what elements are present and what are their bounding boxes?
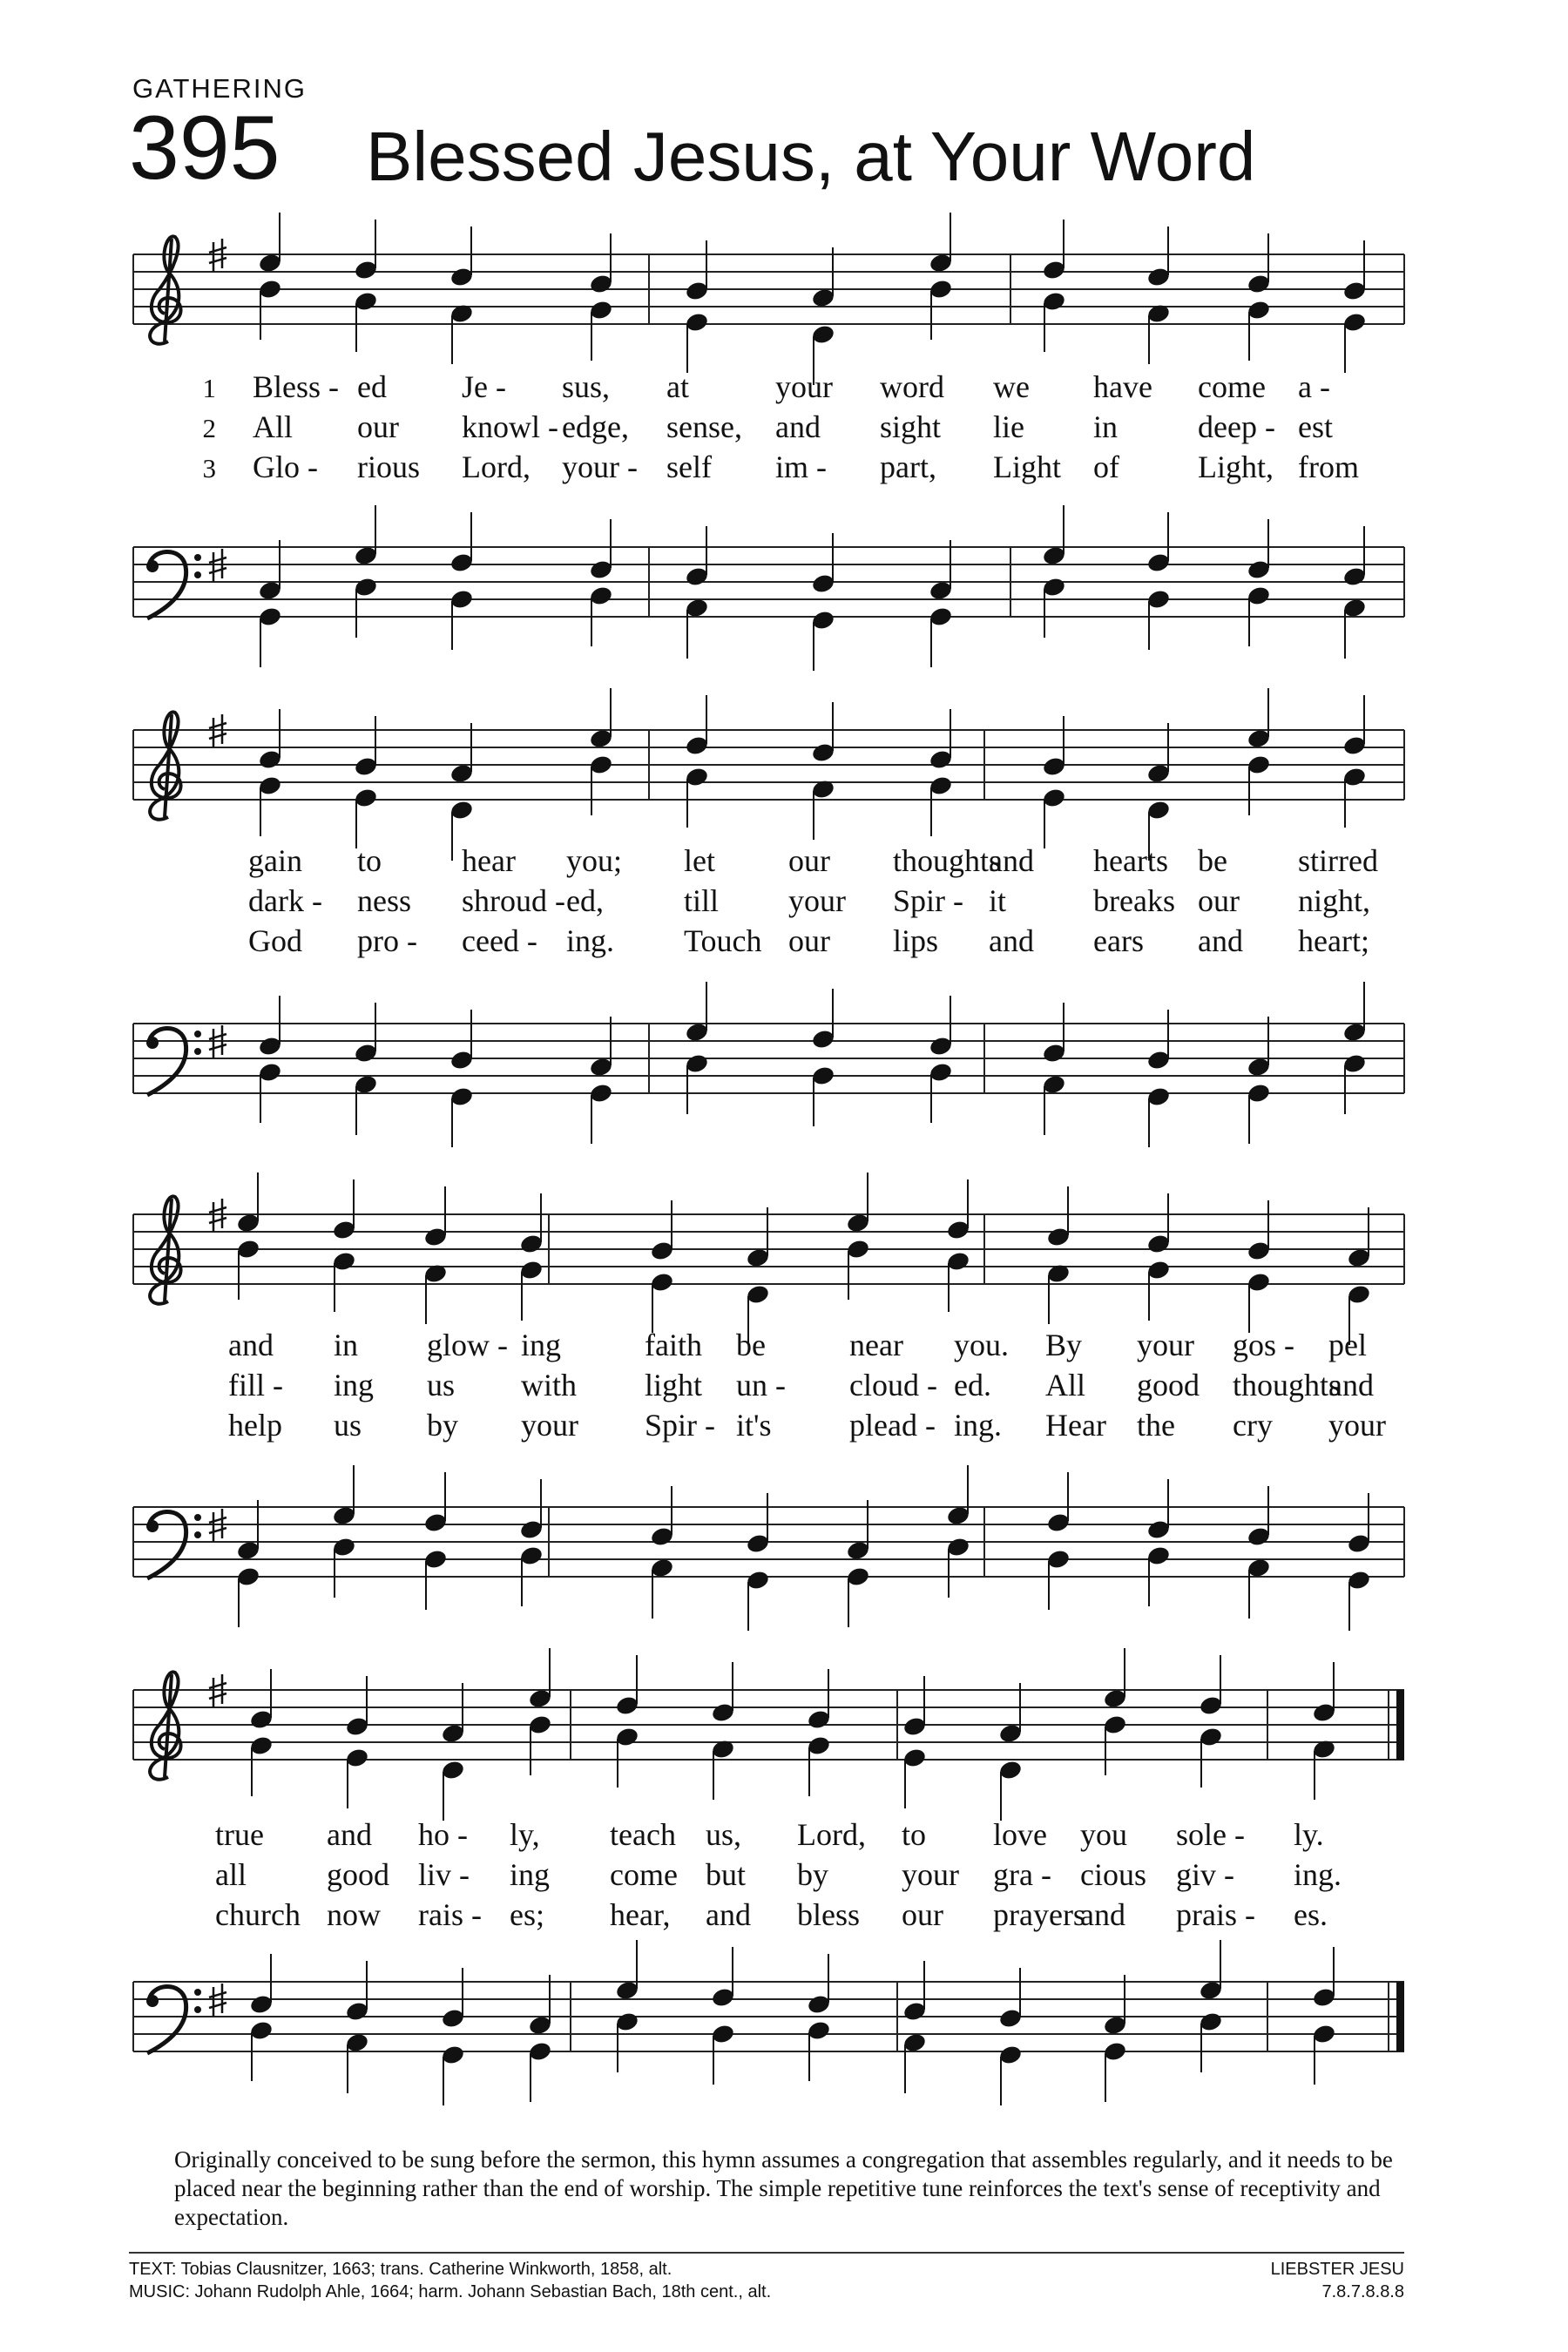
lyric-syllable: self xyxy=(666,449,712,484)
lyric-syllable: es; xyxy=(510,1897,544,1932)
lyric-syllable: till xyxy=(684,883,720,918)
bass-clef-dot xyxy=(194,1989,201,1996)
lyric-syllable: you. xyxy=(954,1328,1009,1362)
lyric-syllable: hear, xyxy=(610,1897,671,1932)
lyric-syllable: un - xyxy=(736,1368,786,1402)
lyric-syllable: teach xyxy=(610,1817,676,1852)
lyric-syllable: liv - xyxy=(418,1857,470,1892)
lyric-syllable: and xyxy=(1328,1368,1374,1402)
lyric-syllable: ing xyxy=(334,1368,375,1402)
lyric-syllable: ceed - xyxy=(462,923,537,958)
final-barline-thick xyxy=(1396,1690,1404,1760)
lyric-syllable: the xyxy=(1137,1408,1175,1443)
lyric-syllable: stirred xyxy=(1298,843,1378,878)
lyric-syllable: thoughts xyxy=(1233,1368,1342,1402)
lyric-syllable: our xyxy=(788,923,830,958)
lyric-syllable: be xyxy=(1198,843,1227,878)
lyric-syllable: Bless - xyxy=(253,369,339,404)
lyric-syllable: and xyxy=(327,1817,372,1852)
lyric-syllable: us xyxy=(427,1368,456,1402)
lyric-syllable: and xyxy=(706,1897,751,1932)
lyric-syllable: by xyxy=(797,1857,828,1892)
section-label: GATHERING xyxy=(132,73,307,104)
bass-clef-dot xyxy=(194,1531,201,1538)
meter: 7.8.7.8.8.8 xyxy=(1321,2282,1404,2301)
lyric-syllable: ing xyxy=(510,1857,551,1892)
bass-clef-dot xyxy=(146,560,159,572)
lyric-syllable: have xyxy=(1093,369,1152,404)
lyric-syllable: it xyxy=(989,883,1007,918)
lyric-syllable: come xyxy=(610,1857,678,1892)
lyric-syllable: ed xyxy=(357,369,387,404)
lyric-syllable: ed. xyxy=(954,1368,991,1402)
final-barline-thick xyxy=(1396,1982,1404,2051)
lyric-syllable: good xyxy=(327,1857,389,1892)
lyric-syllable: cious xyxy=(1080,1857,1146,1892)
treble-clef-icon xyxy=(150,1196,180,1303)
lyric-syllable: Je - xyxy=(462,369,506,404)
lyric-syllable: in xyxy=(1093,409,1119,444)
lyric-syllable: church xyxy=(215,1897,301,1932)
lyric-syllable: part, xyxy=(880,449,936,484)
lyric-syllable: of xyxy=(1093,449,1119,484)
lyric-syllable: with xyxy=(521,1368,578,1402)
lyric-syllable: our xyxy=(788,843,830,878)
bass-clef-dot xyxy=(194,554,201,561)
music-credit: MUSIC: Johann Rudolph Ahle, 1664; harm. Johann Sebastian Bach, 18th cent., alt. xyxy=(129,2282,772,2301)
verse-number: 2 xyxy=(202,413,216,443)
lyric-syllable: sole - xyxy=(1176,1817,1245,1852)
lyric-syllable: glow - xyxy=(427,1328,508,1362)
lyric-syllable: ing. xyxy=(954,1408,1003,1443)
bass-clef-dot xyxy=(146,1520,159,1532)
lyric-syllable: you; xyxy=(566,843,623,878)
lyric-syllable: breaks xyxy=(1093,883,1175,918)
lyric-syllable: lips xyxy=(893,923,939,958)
hymn-title: Blessed Jesus, at Your Word xyxy=(366,118,1256,195)
lyric-syllable: your xyxy=(788,883,846,918)
lyric-syllable: rious xyxy=(357,449,420,484)
footer-divider xyxy=(129,2252,1404,2254)
lyric-syllable: thoughts xyxy=(893,843,1002,878)
lyric-syllable: from xyxy=(1298,449,1359,484)
lyric-syllable: your xyxy=(521,1408,578,1443)
lyric-syllable: light xyxy=(645,1368,703,1402)
lyric-syllable: knowl - xyxy=(462,409,558,444)
bass-clef-dot xyxy=(194,1031,201,1037)
lyric-syllable: cry xyxy=(1233,1408,1273,1443)
hymn-commentary: Originally conceived to be sung before the sermon, this hymn assumes a congregation that assembles regularly, and it needs to be placed near the beginning rather than the end of worship. The simple repetitive tune reinforces the text's sense of receptivity and expectation. xyxy=(174,2146,1393,2230)
lyric-syllable: be xyxy=(736,1328,766,1362)
lyric-syllable: God xyxy=(248,923,302,958)
lyric-syllable: and xyxy=(775,409,821,444)
lyric-syllable: hearts xyxy=(1093,843,1168,878)
lyric-syllable: let xyxy=(684,843,715,878)
lyric-syllable: you xyxy=(1080,1817,1127,1852)
lyric-syllable: fill - xyxy=(228,1368,283,1402)
lyric-syllable: gos - xyxy=(1233,1328,1294,1362)
lyric-syllable: ly, xyxy=(510,1817,540,1852)
lyric-syllable: and xyxy=(989,923,1034,958)
lyric-syllable: im - xyxy=(775,449,827,484)
lyric-syllable: true xyxy=(215,1817,264,1852)
lyric-syllable: Hear xyxy=(1045,1408,1106,1443)
lyric-syllable: Spir - xyxy=(893,883,963,918)
treble-clef-icon xyxy=(150,236,180,343)
lyric-syllable: hear xyxy=(462,843,516,878)
lyric-syllable: deep - xyxy=(1198,409,1275,444)
lyric-syllable: near xyxy=(849,1328,903,1362)
lyric-syllable: help xyxy=(228,1408,282,1443)
hymn-number: 395 xyxy=(129,98,280,199)
lyric-syllable: good xyxy=(1137,1368,1200,1402)
lyric-syllable: pro - xyxy=(357,923,417,958)
lyric-syllable: ears xyxy=(1093,923,1144,958)
lyric-syllable: a - xyxy=(1298,369,1330,404)
lyric-syllable: sight xyxy=(880,409,942,444)
text-credit: TEXT: Tobias Clausnitzer, 1663; trans. Catherine Winkworth, 1858, alt. xyxy=(129,2260,672,2279)
lyric-syllable: All xyxy=(253,409,294,444)
lyric-syllable: our xyxy=(902,1897,943,1932)
lyric-syllable: our xyxy=(1198,883,1240,918)
bass-clef-dot xyxy=(194,2006,201,2013)
lyric-syllable: dark - xyxy=(248,883,322,918)
lyric-syllable: love xyxy=(993,1817,1047,1852)
bass-clef-dot xyxy=(194,571,201,578)
lyric-syllable: faith xyxy=(645,1328,702,1362)
lyric-syllable: bless xyxy=(797,1897,860,1932)
lyric-syllable: it's xyxy=(736,1408,772,1443)
lyric-syllable: est xyxy=(1298,409,1333,444)
lyric-syllable: cloud - xyxy=(849,1368,937,1402)
lyric-syllable: your xyxy=(1137,1328,1194,1362)
lyric-syllable: plead - xyxy=(849,1408,936,1443)
lyric-syllable: and xyxy=(1198,923,1243,958)
lyric-syllable: shroud - xyxy=(462,883,565,918)
verse-number: 1 xyxy=(202,373,216,403)
lyric-syllable: prais - xyxy=(1176,1897,1255,1932)
lyric-syllable: Light, xyxy=(1198,449,1274,484)
lyric-syllable: to xyxy=(357,843,382,878)
treble-clef-icon xyxy=(150,712,180,819)
bass-clef-dot xyxy=(146,1995,159,2007)
lyric-syllable: Glo - xyxy=(253,449,318,484)
lyric-syllable: your - xyxy=(562,449,638,484)
bass-clef-dot xyxy=(194,1514,201,1521)
lyric-syllable: Touch xyxy=(684,923,762,958)
lyric-syllable: come xyxy=(1198,369,1266,404)
lyric-syllable: Lord, xyxy=(797,1817,866,1852)
lyric-syllable: giv - xyxy=(1176,1857,1234,1892)
lyric-syllable: at xyxy=(666,369,689,404)
lyric-syllable: us, xyxy=(706,1817,742,1852)
lyric-syllable: now xyxy=(327,1897,381,1932)
lyric-syllable: by xyxy=(427,1408,458,1443)
lyric-syllable: ing xyxy=(521,1328,562,1362)
lyric-syllable: Lord, xyxy=(462,449,531,484)
lyric-syllable: our xyxy=(357,409,399,444)
lyric-syllable: Spir - xyxy=(645,1408,715,1443)
lyric-syllable: word xyxy=(880,369,944,404)
treble-clef-icon xyxy=(150,1672,180,1779)
lyric-syllable: we xyxy=(993,369,1030,404)
lyric-syllable: your xyxy=(902,1857,959,1892)
lyric-syllable: ing. xyxy=(566,923,615,958)
lyric-syllable: and xyxy=(1080,1897,1125,1932)
bass-clef-dot xyxy=(146,1037,159,1049)
lyric-syllable: prayers xyxy=(993,1897,1085,1932)
lyric-syllable: sense, xyxy=(666,409,742,444)
lyric-syllable: to xyxy=(902,1817,927,1852)
lyric-syllable: pel xyxy=(1328,1328,1367,1362)
lyric-syllable: ing. xyxy=(1294,1857,1342,1892)
lyric-syllable: ness xyxy=(357,883,411,918)
lyric-syllable: ho - xyxy=(418,1817,468,1852)
lyric-syllable: sus, xyxy=(562,369,611,404)
lyric-syllable: es. xyxy=(1294,1897,1328,1932)
lyric-syllable: all xyxy=(215,1857,247,1892)
lyric-syllable: Light xyxy=(993,449,1061,484)
lyric-syllable: night, xyxy=(1298,883,1371,918)
bass-clef-dot xyxy=(194,1048,201,1055)
lyric-syllable: but xyxy=(706,1857,747,1892)
tune-name: LIEBSTER JESU xyxy=(1270,2260,1404,2279)
lyric-syllable: By xyxy=(1045,1328,1083,1362)
lyric-syllable: and xyxy=(989,843,1034,878)
lyric-syllable: ly. xyxy=(1294,1817,1324,1852)
lyric-syllable: in xyxy=(334,1328,359,1362)
lyric-syllable: and xyxy=(228,1328,274,1362)
lyric-syllable: us xyxy=(334,1408,362,1443)
lyric-syllable: heart; xyxy=(1298,923,1369,958)
lyric-syllable: your xyxy=(775,369,833,404)
lyric-syllable: ed, xyxy=(566,883,604,918)
lyric-syllable: lie xyxy=(993,409,1024,444)
lyric-syllable: rais - xyxy=(418,1897,482,1932)
lyric-syllable: gra - xyxy=(993,1857,1051,1892)
lyric-syllable: gain xyxy=(248,843,302,878)
lyric-syllable: All xyxy=(1045,1368,1086,1402)
lyric-syllable: your xyxy=(1328,1408,1386,1443)
lyric-syllable: edge, xyxy=(562,409,629,444)
verse-number: 3 xyxy=(202,453,216,483)
